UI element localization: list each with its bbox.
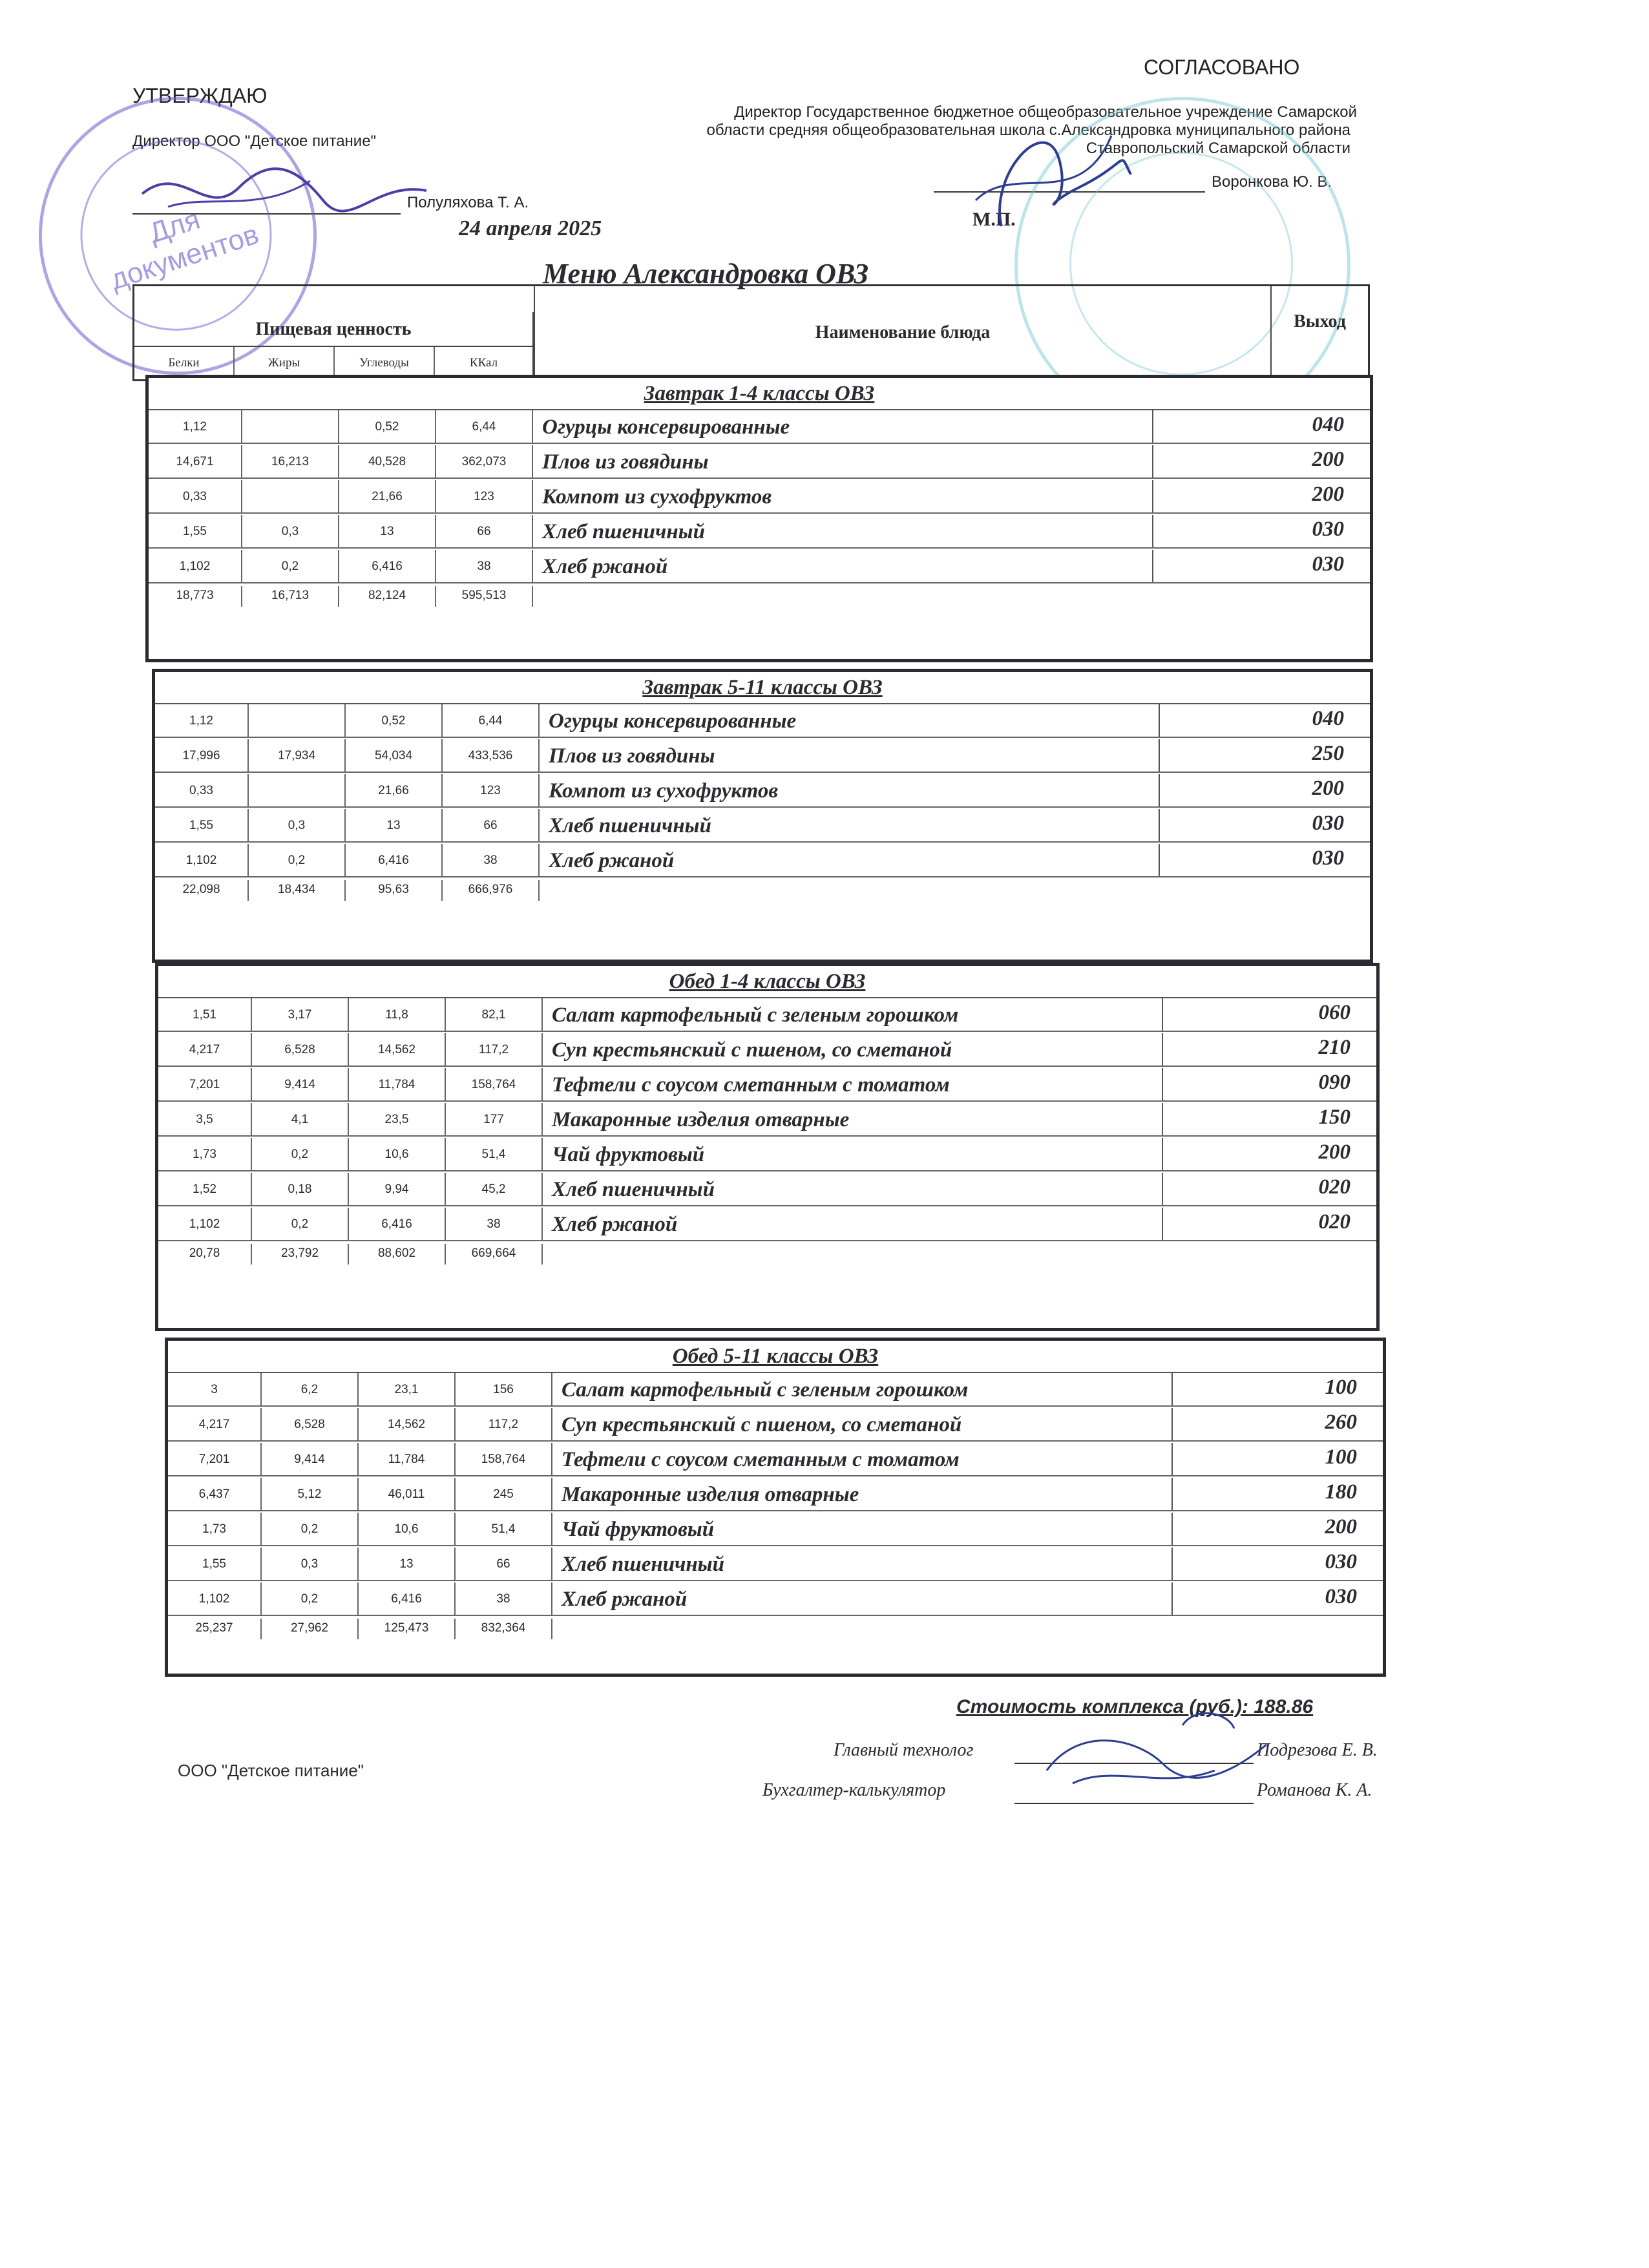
protein-value: 1,102: [168, 1582, 262, 1615]
kcal-value: 362,073: [436, 445, 533, 478]
footer-signatures: [1021, 1699, 1292, 1809]
protein-value: 1,55: [149, 515, 242, 547]
fat-value: 17,934: [249, 739, 346, 772]
kcal-value: 66: [456, 1548, 552, 1580]
total-fat: 18,434: [249, 880, 346, 901]
fat-value: 0,3: [249, 809, 346, 841]
protein-value: 17,996: [155, 739, 249, 772]
fat-value: 0,2: [262, 1582, 359, 1615]
meal-section-title: Обед 1-4 классы ОВЗ: [158, 966, 1376, 998]
total-kcal: 832,364: [456, 1619, 552, 1639]
protein-value: 0,33: [149, 480, 242, 512]
fat-value: 16,213: [242, 445, 339, 478]
protein-value: 1,52: [158, 1173, 252, 1205]
dish-output: 100: [1325, 1376, 1357, 1399]
protein-value: 1,12: [155, 704, 249, 737]
kcal-value: 245: [456, 1478, 552, 1510]
dish-output: 200: [1312, 777, 1344, 800]
dish-name: Хлеб ржаной: [543, 1208, 1163, 1240]
accountant-role: Бухгалтер-калькулятор: [762, 1780, 946, 1800]
fat-value: 0,3: [262, 1548, 359, 1580]
carb-value: 10,6: [349, 1138, 446, 1170]
menu-row: [158, 1138, 1376, 1171]
agreer-signature: [950, 97, 1144, 239]
carb-value: 23,1: [359, 1373, 456, 1405]
menu-row: [149, 550, 1370, 583]
column-header-table: [132, 284, 1370, 381]
total-protein: 20,78: [158, 1244, 252, 1265]
nutrition-header: Пищевая ценность: [134, 312, 534, 347]
dish-output: 020: [1318, 1210, 1350, 1234]
dish-output: 200: [1312, 448, 1344, 471]
menu-row: [168, 1548, 1383, 1581]
carb-value: 6,416: [349, 1208, 446, 1240]
protein-value: 1,55: [155, 809, 249, 841]
fat-value: [249, 774, 346, 806]
protein-value: 4,217: [158, 1033, 252, 1066]
fat-value: 0,2: [262, 1513, 359, 1545]
dish-name: Компот из сухофруктов: [533, 480, 1153, 512]
carb-value: 0,52: [346, 704, 443, 737]
agreer-role-line-3: Ставропольский Самарской области: [1086, 140, 1350, 157]
meal-section-title: Обед 5-11 классы ОВЗ: [168, 1341, 1383, 1373]
menu-title: Меню Александровка ОВЗ: [543, 258, 869, 289]
dish-name: Тефтели с соусом сметанным с томатом: [543, 1068, 1163, 1100]
menu-row: [155, 844, 1370, 877]
agreed-heading: СОГЛАСОВАНО: [1144, 56, 1300, 79]
protein-value: 1,73: [168, 1513, 262, 1545]
carb-value: 21,66: [339, 480, 436, 512]
protein-value: 7,201: [158, 1068, 252, 1100]
menu-row: [155, 774, 1370, 808]
dish-name: Суп крестьянский с пшеном, со сметаной: [543, 1033, 1163, 1066]
carb-value: 6,416: [346, 844, 443, 876]
total-carb: 82,124: [339, 586, 436, 607]
kcal-value: 433,536: [443, 739, 540, 772]
protein-value: 4,217: [168, 1408, 262, 1440]
kcal-value: 38: [443, 844, 540, 876]
menu-row: [158, 1173, 1376, 1206]
dish-output: 100: [1325, 1445, 1357, 1469]
dish-output: 030: [1312, 518, 1344, 541]
dish-output: 060: [1318, 1001, 1350, 1024]
total-fat: 16,713: [242, 586, 339, 607]
menu-row: [158, 998, 1376, 1032]
kcal-value: 158,764: [446, 1068, 543, 1100]
fat-value: 5,12: [262, 1478, 359, 1510]
dish-output: 020: [1318, 1175, 1350, 1199]
stamp-place-label: М.П.: [972, 209, 1016, 230]
total-carb: 95,63: [346, 880, 443, 901]
protein-value: 1,55: [168, 1548, 262, 1580]
carb-value: 0,52: [339, 410, 436, 443]
menu-row: [168, 1513, 1383, 1546]
carb-value: 11,784: [359, 1443, 456, 1475]
agreer-name: Воронкова Ю. В.: [1212, 173, 1332, 191]
menu-row: [158, 1068, 1376, 1102]
dish-output: 030: [1312, 812, 1344, 835]
approver-name: Полуляхова Т. А.: [407, 194, 529, 211]
carb-value: 23,5: [349, 1103, 446, 1135]
kcal-value: 38: [456, 1582, 552, 1615]
protein-value: 0,33: [155, 774, 249, 806]
meal-section: [152, 669, 1373, 963]
fat-value: 3,17: [252, 998, 349, 1031]
approver-role: Директор ООО "Детское питание": [132, 132, 377, 150]
menu-row: [155, 739, 1370, 773]
fat-value: 9,414: [252, 1068, 349, 1100]
dish-output: 200: [1318, 1140, 1350, 1164]
menu-row: [158, 1208, 1376, 1241]
menu-row: [149, 410, 1370, 444]
dish-name: Макаронные изделия отварные: [552, 1478, 1173, 1510]
dish-output: 250: [1312, 742, 1344, 765]
carb-value: 21,66: [346, 774, 443, 806]
fats-header: Жиры: [235, 347, 335, 379]
carb-value: 14,562: [359, 1408, 456, 1440]
protein-value: 1,102: [155, 844, 249, 876]
total-fat: 23,792: [252, 1244, 349, 1265]
dish-name: Макаронные изделия отварные: [543, 1103, 1163, 1135]
kcal-value: 156: [456, 1373, 552, 1405]
dish-name-header: Наименование блюда: [534, 286, 1272, 379]
kcal-value: 177: [446, 1103, 543, 1135]
menu-row: [158, 1033, 1376, 1067]
chief-technologist-role: Главный технолог: [834, 1740, 974, 1760]
carb-value: 11,784: [349, 1068, 446, 1100]
menu-row: [168, 1373, 1383, 1407]
menu-row: [168, 1478, 1383, 1511]
document-date: 24 апреля 2025: [459, 216, 602, 240]
protein-value: 1,51: [158, 998, 252, 1031]
dish-name: Хлеб пшеничный: [543, 1173, 1163, 1205]
dish-output: 200: [1325, 1515, 1357, 1538]
company-name: ООО "Детское питание": [178, 1761, 364, 1780]
menu-row: [168, 1408, 1383, 1442]
kcal-value: 158,764: [456, 1443, 552, 1475]
dish-name: Огурцы консервированные: [533, 410, 1153, 443]
dish-name: Чай фруктовый: [543, 1138, 1163, 1170]
protein-value: 3,5: [158, 1103, 252, 1135]
protein-value: 14,671: [149, 445, 242, 478]
fat-value: 0,2: [252, 1208, 349, 1240]
fat-value: [242, 410, 339, 443]
dish-output: 150: [1318, 1106, 1350, 1129]
fat-value: 9,414: [262, 1443, 359, 1475]
carb-value: 10,6: [359, 1513, 456, 1545]
dish-name: Хлеб ржаной: [552, 1582, 1173, 1615]
fat-value: 0,18: [252, 1173, 349, 1205]
fat-value: 0,2: [252, 1138, 349, 1170]
fat-value: 4,1: [252, 1103, 349, 1135]
dish-name: Хлеб ржаной: [540, 844, 1160, 876]
total-carb: 125,473: [359, 1619, 456, 1639]
complex-cost: Стоимость комплекса (руб.): 188.86: [956, 1696, 1314, 1717]
dish-output: 030: [1325, 1585, 1357, 1608]
menu-row: [168, 1443, 1383, 1476]
approver-signature: [129, 155, 439, 233]
kcal-value: 117,2: [456, 1408, 552, 1440]
total-protein: 22,098: [155, 880, 249, 901]
carb-value: 14,562: [349, 1033, 446, 1066]
meal-section: [145, 375, 1373, 662]
dish-name: Хлеб ржаной: [533, 550, 1153, 582]
dish-output: 040: [1312, 413, 1344, 436]
carb-value: 13: [346, 809, 443, 841]
dish-output: 040: [1312, 707, 1344, 730]
protein-value: 1,73: [158, 1138, 252, 1170]
dish-name: Компот из сухофруктов: [540, 774, 1160, 806]
meal-section-title: Завтрак 5-11 классы ОВЗ: [155, 672, 1370, 704]
kcal-value: 6,44: [443, 704, 540, 737]
protein-value: 1,102: [158, 1208, 252, 1240]
meal-section: [155, 963, 1380, 1331]
dish-output: 030: [1312, 552, 1344, 576]
dish-output: 090: [1318, 1071, 1350, 1094]
dish-name: Салат картофельный с зеленым горошком: [552, 1373, 1173, 1405]
fat-value: 6,2: [262, 1373, 359, 1405]
dish-name: Чай фруктовый: [552, 1513, 1173, 1545]
fat-value: 0,3: [242, 515, 339, 547]
fat-value: 6,528: [262, 1408, 359, 1440]
carb-value: 13: [339, 515, 436, 547]
fat-value: [242, 480, 339, 512]
protein-value: 3: [168, 1373, 262, 1405]
menu-row: [155, 704, 1370, 738]
total-carb: 88,602: [349, 1244, 446, 1265]
dish-output: 030: [1325, 1550, 1357, 1573]
agreer-role-line-1: Директор Государственное бюджетное общеобразовательное учреждение Самарской: [734, 103, 1357, 121]
dish-name: Салат картофельный с зеленым горошком: [543, 998, 1163, 1031]
carb-value: 13: [359, 1548, 456, 1580]
protein-value: 1,12: [149, 410, 242, 443]
kcal-value: 123: [436, 480, 533, 512]
carb-value: 46,011: [359, 1478, 456, 1510]
kcal-value: 51,4: [446, 1138, 543, 1170]
meal-section-title: Завтрак 1-4 классы ОВЗ: [149, 378, 1370, 410]
carb-value: 40,528: [339, 445, 436, 478]
carb-value: 6,416: [339, 550, 436, 582]
dish-name: Хлеб пшеничный: [552, 1548, 1173, 1580]
dish-name: Тефтели с соусом сметанным с томатом: [552, 1443, 1173, 1475]
dish-name: Огурцы консервированные: [540, 704, 1160, 737]
total-protein: 25,237: [168, 1619, 262, 1639]
fat-value: 0,2: [249, 844, 346, 876]
menu-row: [158, 1103, 1376, 1137]
kcal-value: 45,2: [446, 1173, 543, 1205]
fat-value: 6,528: [252, 1033, 349, 1066]
total-fat: 27,962: [262, 1619, 359, 1639]
kcal-value: 38: [446, 1208, 543, 1240]
dish-name: Плов из говядины: [540, 739, 1160, 772]
accountant-name: Романова К. А.: [1257, 1780, 1372, 1800]
meal-section: [165, 1338, 1386, 1677]
carb-value: 11,8: [349, 998, 446, 1031]
carb-value: 6,416: [359, 1582, 456, 1615]
menu-row: [155, 809, 1370, 843]
total-kcal: 669,664: [446, 1244, 543, 1265]
approve-heading: УТВЕРЖДАЮ: [132, 84, 268, 107]
kcal-value: 117,2: [446, 1033, 543, 1066]
total-kcal: 666,976: [443, 880, 540, 901]
kcal-value: 66: [443, 809, 540, 841]
kcal-header: ККал: [435, 347, 534, 379]
protein-value: 7,201: [168, 1443, 262, 1475]
protein-value: 1,102: [149, 550, 242, 582]
menu-row: [149, 515, 1370, 549]
dish-output: 210: [1318, 1036, 1350, 1059]
fat-value: 0,2: [242, 550, 339, 582]
dish-output: 030: [1312, 846, 1344, 870]
fat-value: [249, 704, 346, 737]
carb-value: 9,94: [349, 1173, 446, 1205]
agreer-role-line-2: области средняя общеобразовательная школа с.Александровка муниципального района: [706, 121, 1350, 139]
kcal-value: 38: [436, 550, 533, 582]
dish-name: Суп крестьянский с пшеном, со сметаной: [552, 1408, 1173, 1440]
carbs-header: Углеводы: [335, 347, 435, 379]
kcal-value: 6,44: [436, 410, 533, 443]
protein-value: 6,437: [168, 1478, 262, 1510]
menu-row: [149, 445, 1370, 479]
company-stamp-text: Для документов: [106, 203, 263, 296]
kcal-value: 51,4: [456, 1513, 552, 1545]
dish-output: 200: [1312, 483, 1344, 506]
menu-row: [149, 480, 1370, 514]
dish-name: Хлеб пшеничный: [533, 515, 1153, 547]
total-kcal: 595,513: [436, 586, 533, 607]
kcal-value: 66: [436, 515, 533, 547]
dish-name: Плов из говядины: [533, 445, 1153, 478]
dish-output: 260: [1325, 1411, 1357, 1434]
total-protein: 18,773: [149, 586, 242, 607]
carb-value: 54,034: [346, 739, 443, 772]
menu-row: [168, 1582, 1383, 1616]
kcal-value: 123: [443, 774, 540, 806]
kcal-value: 82,1: [446, 998, 543, 1031]
dish-output: 180: [1325, 1480, 1357, 1504]
dish-name: Хлеб пшеничный: [540, 809, 1160, 841]
proteins-header: Белки: [134, 347, 235, 379]
chief-technologist-name: Подрезова Е. В.: [1257, 1740, 1378, 1760]
output-header: Выход: [1294, 311, 1346, 331]
